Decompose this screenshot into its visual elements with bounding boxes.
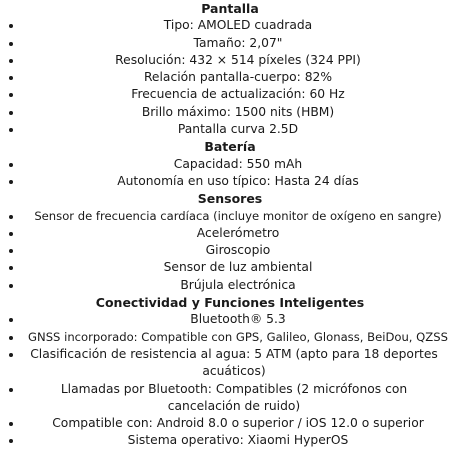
bullet-icon	[9, 353, 13, 357]
bullet-icon	[9, 336, 13, 340]
spec-item-text: Acelerómetro	[196, 225, 280, 240]
spec-item	[0, 208, 460, 225]
bullet-icon	[9, 232, 13, 236]
spec-item	[0, 259, 460, 276]
spec-item	[0, 86, 460, 103]
spec-list-display	[0, 17, 460, 138]
bullet-icon	[9, 163, 13, 167]
bullet-icon	[9, 180, 13, 184]
section-heading-display: Pantalla	[201, 1, 259, 16]
spec-item	[0, 52, 460, 69]
section-heading-sensors: Sensores	[197, 191, 263, 207]
spec-item-text: Sensor de frecuencia cardíaca (incluye monitor de oxígeno en sangre)	[34, 208, 442, 223]
spec-item-text: Brillo máximo: 1500 nits (HBM)	[141, 104, 335, 119]
spec-item-text: Bluetooth® 5.3	[190, 312, 286, 327]
bullet-icon	[9, 128, 13, 132]
spec-item	[0, 346, 460, 381]
spec-item	[0, 69, 460, 86]
spec-item-text: Tamaño: 2,07"	[193, 35, 283, 50]
bullet-icon	[9, 249, 13, 253]
spec-item-text: GNSS incorporado: Compatible con GPS, Galileo, Glonass, BeiDou, QZSS	[28, 329, 448, 344]
bullet-icon	[9, 439, 13, 443]
bullet-icon	[9, 422, 13, 426]
spec-item	[0, 17, 460, 34]
section-heading-connectivity: Conectividad y Funciones Inteligentes	[95, 295, 365, 311]
bullet-icon	[9, 388, 13, 392]
spec-item-text: Resolución: 432 × 514 píxeles (324 PPI)	[115, 52, 361, 67]
spec-item-text: Compatible con: Android 8.0 o superior / iOS 12.0 o superior	[52, 416, 424, 431]
bullet-icon	[9, 284, 13, 288]
spec-item-text: Giroscopio	[205, 243, 271, 258]
spec-item-text: Pantalla curva 2.5D	[177, 122, 299, 137]
spec-item	[0, 121, 460, 138]
bullet-icon	[9, 76, 13, 80]
spec-item	[0, 104, 460, 121]
spec-item	[0, 242, 460, 259]
spec-item-text: Capacidad: 550 mAh	[173, 156, 303, 171]
spec-item	[0, 415, 460, 432]
spec-item-text: Relación pantalla-cuerpo: 82%	[143, 70, 333, 85]
bullet-icon	[9, 59, 13, 63]
spec-item-text: Sensor de luz ambiental	[163, 260, 313, 275]
spec-item	[0, 432, 460, 449]
spec-item	[0, 225, 460, 242]
spec-list-battery	[0, 156, 460, 191]
section-display	[0, 0, 460, 138]
spec-list-connectivity	[0, 311, 460, 449]
bullet-icon	[9, 111, 13, 115]
spec-item-text: Clasificación de resistencia al agua: 5 ATM (apto para 18 deportes acuáticos)	[30, 346, 438, 379]
spec-item	[0, 381, 460, 416]
spec-item-text: Tipo: AMOLED cuadrada	[163, 18, 313, 33]
spec-list-sensors	[0, 208, 460, 294]
spec-item-text: Frecuencia de actualización: 60 Hz	[131, 87, 345, 102]
spec-item	[0, 156, 460, 173]
spec-item-text: Llamadas por Bluetooth: Compatibles (2 micrófonos con cancelación de ruido)	[60, 381, 408, 413]
spec-item	[0, 173, 460, 190]
section-heading-battery: Batería	[204, 139, 256, 155]
section-connectivity	[0, 294, 460, 450]
section-sensors	[0, 190, 460, 294]
spec-item-text: Brújula electrónica	[180, 277, 296, 292]
bullet-icon	[9, 42, 13, 46]
spec-item-text: Autonomía en uso típico: Hasta 24 días	[117, 173, 359, 188]
spec-item	[0, 277, 460, 294]
bullet-icon	[9, 215, 13, 219]
bullet-icon	[9, 266, 13, 270]
bullet-icon	[9, 318, 13, 322]
bullet-icon	[9, 24, 13, 28]
spec-item	[0, 311, 460, 328]
section-battery	[0, 138, 460, 190]
spec-item	[0, 329, 460, 346]
spec-item-text: Sistema operativo: Xiaomi HyperOS	[127, 433, 349, 448]
spec-item	[0, 35, 460, 52]
bullet-icon	[9, 93, 13, 97]
